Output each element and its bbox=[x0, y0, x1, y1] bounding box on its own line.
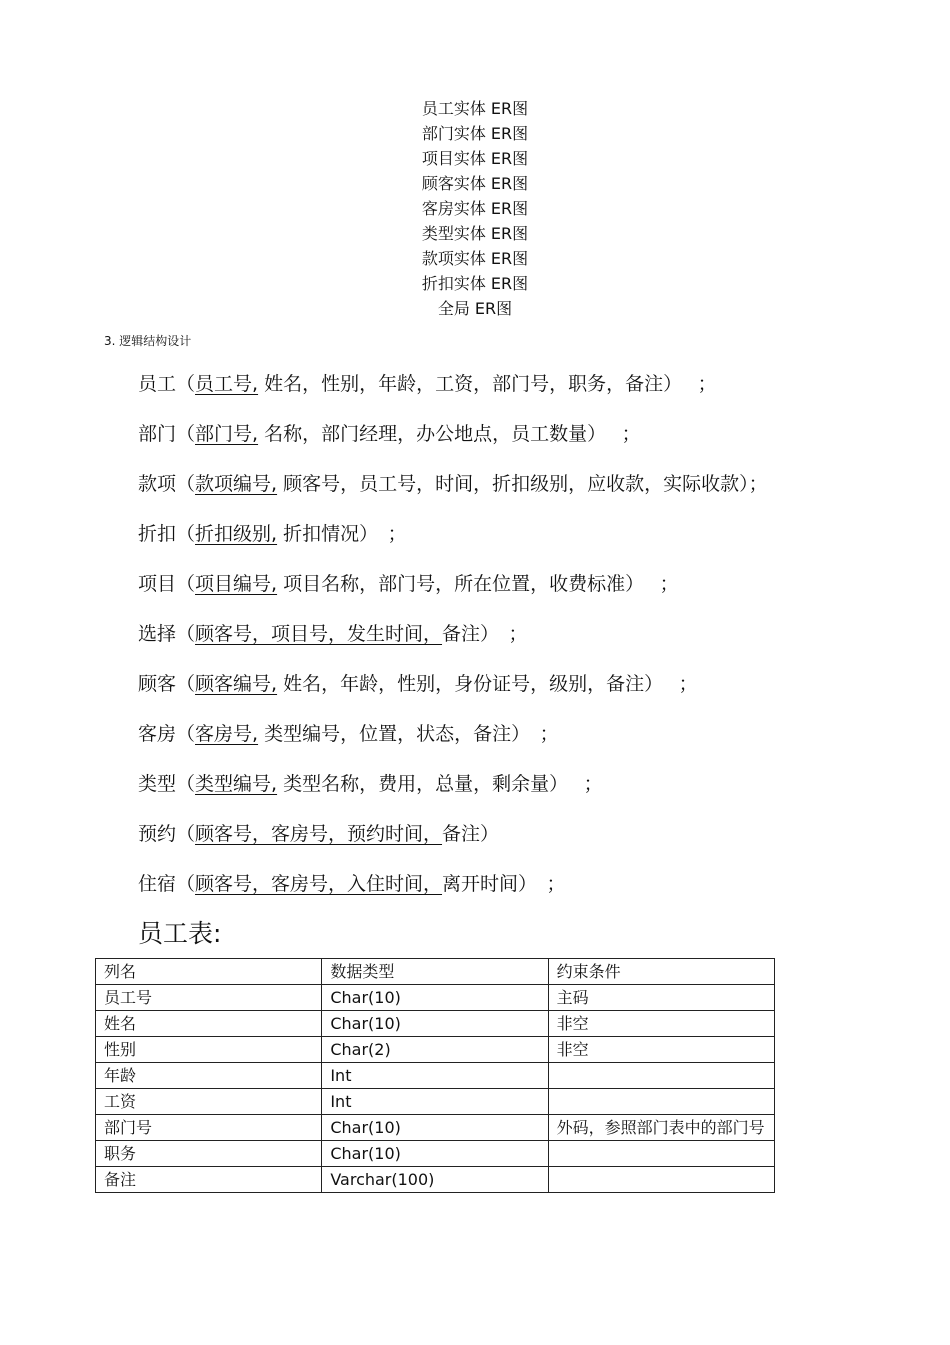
relation-name: 员工（ bbox=[138, 373, 196, 395]
figure-caption: 全局 ER图 bbox=[437, 299, 513, 318]
table-row bbox=[96, 1011, 775, 1037]
section-heading: 3. 逻辑结构设计 bbox=[104, 334, 192, 348]
relation-schema bbox=[138, 866, 938, 916]
relation-name: 折扣（ bbox=[138, 523, 196, 545]
table-cell: Char(10) bbox=[322, 1141, 548, 1167]
table-cell: 外码，参照部门表中的部门号 bbox=[548, 1115, 774, 1141]
relation-attributes: 折扣情况） ； bbox=[277, 523, 407, 545]
relation-name: 住宿（ bbox=[138, 873, 196, 895]
table-row bbox=[96, 1167, 775, 1193]
relation-name: 项目（ bbox=[138, 573, 196, 595]
table-cell: 非空 bbox=[548, 1037, 774, 1063]
relation-attributes: 备注） bbox=[442, 823, 500, 845]
table-cell: Char(10) bbox=[322, 1011, 548, 1037]
figure-caption: 类型实体 ER图 bbox=[421, 224, 529, 243]
table-row bbox=[96, 1141, 775, 1167]
figure-caption: 客房实体 ER图 bbox=[421, 199, 529, 218]
relation-schema bbox=[138, 666, 938, 716]
table-cell: Char(10) bbox=[322, 985, 548, 1011]
primary-key: 款项编号, bbox=[195, 473, 278, 495]
table-cell: Int bbox=[322, 1089, 548, 1115]
primary-key: 折扣级别, bbox=[195, 523, 278, 545]
table-row bbox=[96, 1037, 775, 1063]
figure-caption: 部门实体 ER图 bbox=[421, 124, 529, 143]
table-cell: 备注 bbox=[96, 1167, 322, 1193]
table-cell: 员工号 bbox=[96, 985, 322, 1011]
relation-schema bbox=[138, 816, 938, 866]
relation-attributes: 类型编号，位置，状态，备注） ； bbox=[258, 723, 559, 745]
table-cell: Char(10) bbox=[322, 1115, 548, 1141]
figure-caption: 员工实体 ER图 bbox=[421, 99, 529, 118]
table-header-cell: 数据类型 bbox=[322, 959, 548, 985]
table-cell bbox=[548, 1063, 774, 1089]
relation-attributes: 姓名，年龄，性别，身份证号，级别，备注） ； bbox=[277, 673, 698, 695]
table-row bbox=[96, 985, 775, 1011]
table-cell: 部门号 bbox=[96, 1115, 322, 1141]
relation-schema bbox=[138, 366, 938, 416]
table-cell: 主码 bbox=[548, 985, 774, 1011]
table-cell: Char(2) bbox=[322, 1037, 548, 1063]
figure-captions bbox=[0, 96, 950, 321]
table-cell: 非空 bbox=[548, 1011, 774, 1037]
table-cell: Int bbox=[322, 1063, 548, 1089]
primary-key: 部门号, bbox=[195, 423, 259, 445]
table-row bbox=[96, 1115, 775, 1141]
table-cell: 职务 bbox=[96, 1141, 322, 1167]
primary-key: 顾客号，项目号，发生时间， bbox=[195, 623, 443, 645]
relation-attributes: 备注） ； bbox=[442, 623, 528, 645]
relation-attributes: 项目名称，部门号，所在位置，收费标准） ； bbox=[277, 573, 679, 595]
relation-name: 预约（ bbox=[138, 823, 196, 845]
figure-caption: 折扣实体 ER图 bbox=[421, 274, 529, 293]
table-header-row bbox=[96, 959, 775, 985]
primary-key: 类型编号, bbox=[195, 773, 278, 795]
table-header-cell: 列名 bbox=[96, 959, 322, 985]
primary-key: 顾客号，客房号，预约时间， bbox=[195, 823, 443, 845]
relation-schema bbox=[138, 566, 938, 616]
table-row bbox=[96, 1063, 775, 1089]
primary-key: 客房号, bbox=[195, 723, 259, 745]
table-cell: 年龄 bbox=[96, 1063, 322, 1089]
relation-attributes: 类型名称，费用，总量，剩余量） ； bbox=[277, 773, 603, 795]
table-cell: 工资 bbox=[96, 1089, 322, 1115]
table-row bbox=[96, 1089, 775, 1115]
table-cell bbox=[548, 1089, 774, 1115]
relation-name: 选择（ bbox=[138, 623, 196, 645]
relation-attributes: 离开时间） ； bbox=[442, 873, 566, 895]
figure-caption: 款项实体 ER图 bbox=[421, 249, 529, 268]
table-title: 员工表: bbox=[138, 919, 222, 948]
relation-schema bbox=[138, 616, 938, 666]
relation-attributes: 姓名，性别，年龄，工资，部门号，职务，备注） ； bbox=[258, 373, 717, 395]
relation-schema-list bbox=[138, 366, 938, 916]
relation-schema bbox=[138, 466, 938, 516]
table-cell bbox=[548, 1141, 774, 1167]
figure-caption: 项目实体 ER图 bbox=[421, 149, 529, 168]
relation-name: 款项（ bbox=[138, 473, 196, 495]
relation-name: 部门（ bbox=[138, 423, 196, 445]
relation-name: 客房（ bbox=[138, 723, 196, 745]
relation-attributes: 顾客号，员工号，时间，折扣级别，应收款，实际收款）； bbox=[277, 473, 768, 495]
relation-name: 顾客（ bbox=[138, 673, 196, 695]
table-cell bbox=[548, 1167, 774, 1193]
primary-key: 项目编号, bbox=[195, 573, 278, 595]
relation-schema bbox=[138, 416, 938, 466]
table-cell: 姓名 bbox=[96, 1011, 322, 1037]
primary-key: 员工号, bbox=[195, 373, 259, 395]
employee-table bbox=[95, 958, 775, 1193]
table-cell: 性别 bbox=[96, 1037, 322, 1063]
relation-schema bbox=[138, 716, 938, 766]
figure-caption: 顾客实体 ER图 bbox=[421, 174, 529, 193]
table-header-cell: 约束条件 bbox=[548, 959, 774, 985]
relation-name: 类型（ bbox=[138, 773, 196, 795]
relation-schema bbox=[138, 516, 938, 566]
primary-key: 顾客号，客房号，入住时间， bbox=[195, 873, 443, 895]
table-cell: Varchar(100) bbox=[322, 1167, 548, 1193]
relation-attributes: 名称，部门经理，办公地点，员工数量） ； bbox=[258, 423, 641, 445]
relation-schema bbox=[138, 766, 938, 816]
primary-key: 顾客编号, bbox=[195, 673, 278, 695]
